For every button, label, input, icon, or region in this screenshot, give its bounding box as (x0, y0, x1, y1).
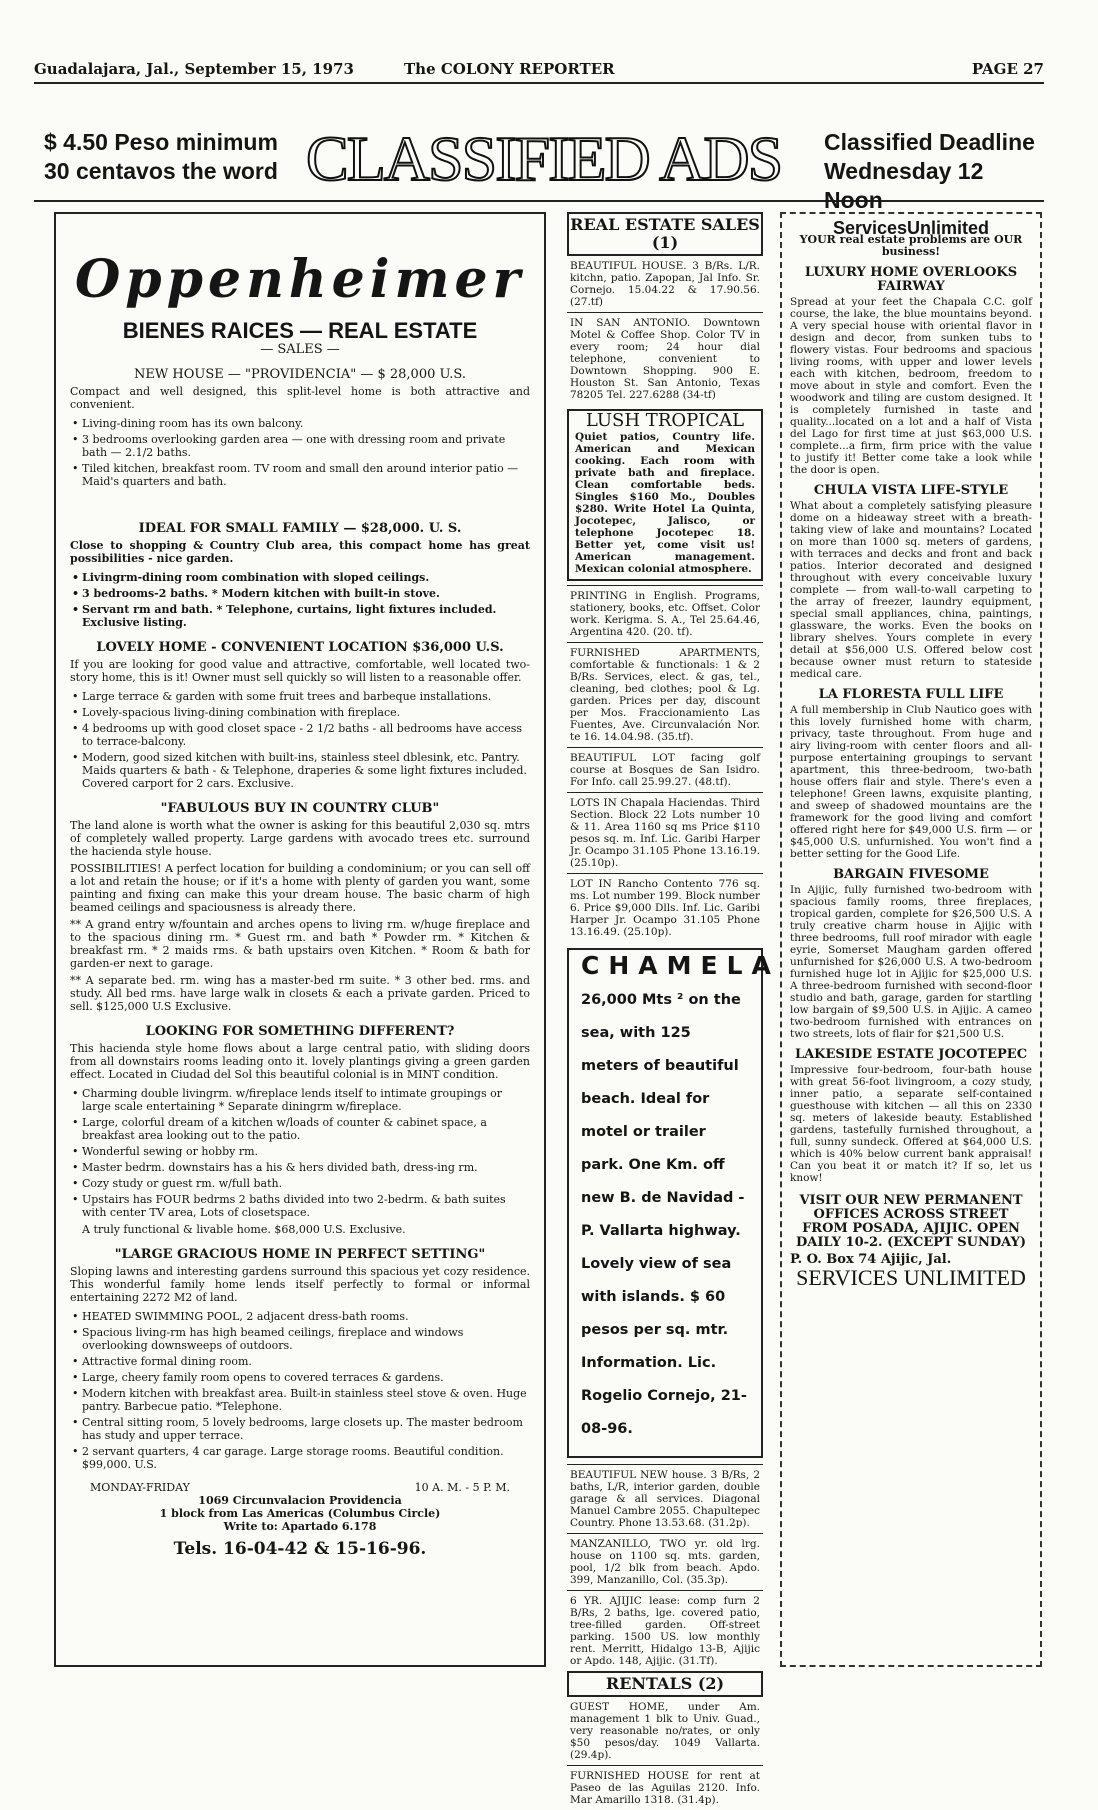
feature-item: • 3 bedrooms-2 baths. * Modern kitchen with built-in stove. (70, 587, 530, 600)
feature-item: • Master bedrm. downstairs has a his & hers divided bath, dress-ing rm. (70, 1161, 530, 1174)
office-info (70, 1481, 530, 1533)
feature-item: • 2 servant quarters, 4 car garage. Large storage rooms. Beautiful condition. $99,000. U.S. (70, 1445, 530, 1471)
rate-line-2: 30 centavos the word (44, 158, 278, 184)
listing-text: A truly functional & livable home. $68,000 U.S. Exclusive. (82, 1223, 406, 1236)
listing-heading: "LARGE GRACIOUS HOME IN PERFECT SETTING" (114, 1247, 486, 1262)
listing-heading: BARGAIN FIVESOME (833, 867, 989, 882)
feature-item: • Lovely-spacious living-dining combination with fireplace. (70, 706, 530, 719)
ad-title: CHAMELA (581, 951, 780, 980)
ad-subtitle: BIENES RAICES — REAL ESTATE (122, 318, 478, 343)
feature-item: • Attractive formal dining room. (70, 1355, 530, 1368)
feature-item: • 3 bedrooms overlooking garden area — one with dressing room and private bath — 2.1/2 baths. (70, 433, 530, 459)
section-title: CLASSIFIED ADS (306, 123, 782, 194)
deadline-line-2: Wednesday 12 Noon (824, 158, 984, 213)
section-header-real-estate (567, 212, 763, 256)
feature-item: • Wonderful sewing or hobby rm. (70, 1145, 530, 1158)
ad-body: Quiet patios, Country life. American and Mexican cooking. Each room with private bath and fireplace. Clean comfortable beds. Singles $160 Mo., Doubles $280. Write Hotel La Quinta, Jocotepec, Jalisco, or telephone Jocotepec 18. Better yet, come visit us! American management. Mexican colonial atmosphere. (575, 431, 755, 575)
feature-item: • Modern kitchen with breakfast area. Built-in stainless steel stove & oven. Huge pantry. Barbecue patio. *Telephone. (70, 1387, 530, 1413)
rate-line-1: $ 4.50 Peso minimum (44, 129, 278, 155)
chamela-ad (567, 948, 780, 1458)
listing-text: Compact and well designed, this split-level home is both attractive and convenient. (70, 385, 530, 411)
classified-ad: PRINTING in English. Programs, stationery, books, etc. Offset. Color work. Kerigma. S. A., Tel 25.64.46, Argentina 420. (20. tf). (567, 585, 763, 642)
listing-features (70, 571, 530, 629)
listing-heading: CHULA VISTA LIFE-STYLE (813, 483, 1009, 498)
listing-features (70, 1310, 530, 1471)
feature-item: • Living-dining room has its own balcony. (70, 417, 530, 430)
listing-heading: NEW HOUSE — "PROVIDENCIA" — $ 28,000 U.S. (134, 367, 466, 382)
listing-text: The land alone is worth what the owner is asking for this beautiful 2,030 sq. mtrs of completely walled property. Large gardens with avocado trees etc. surround the hacienda style house. (70, 819, 530, 858)
classified-ad: 6 YR. AJIJIC lease: comp furn 2 B/Rs, 2 baths, lge. covered patio, tree-filled garden. Off-street parking. 1500 US. low monthly rent. Merritt, Hidalgo 13-B, Ajijic or Apdo. 148, Ajijic. (31.Tf). (567, 1590, 763, 1671)
services-unlimited-ad (780, 212, 1042, 1667)
listing-text: Impressive four-bedroom, four-bath house with great 56-foot livingroom, a cozy study, inner patio, a separate self-contained guesthouse with kitchen — all this on 2330 sq. meters of lakeside beauty. Established gardens, tastefully furnished throughout, a full, sunny sundeck. Offered at $64,000 U.S. which is 40% below current bank appraisal! Can you beat it or match it? If so, let us know! (790, 1064, 1032, 1184)
classified-ad: LOTS IN Chapala Haciendas. Third Section. Block 22 Lots number 10 & 11. Area 1160 sq ms Price $110 pesos sq. m. Inf. Lic. Garibi Harper Jr. Ocampo 31.105 Phone 13.16.19. (25.10p). (567, 792, 763, 873)
listing-heading: LA FLORESTA FULL LIFE (818, 687, 1004, 702)
feature-item: • Large, cheery family room opens to covered terraces & gardens. (70, 1371, 530, 1384)
listing-text: ** A grand entry w/fountain and arches opens to living rm. w/huge fireplace and to the spacious dining rm. * Guest rm. and bath * Powder rm. * Kitchen & breakfast rm. * 2 maids rms. & bath upstairs oven Kitchen. * Room & bath for garden-er next to garage. (70, 918, 530, 970)
listing-features (70, 1087, 530, 1219)
classified-banner (34, 122, 1044, 213)
listing-heading: LAKESIDE ESTATE JOCOTEPEC (794, 1047, 1028, 1062)
classified-ad: MANZANILLO, TWO yr. old lrg. house on 1100 sq. mts. garden, pool, 1/2 blk from beach. Apdo. 399, Manzanillo, Col. (35.3p). (567, 1533, 763, 1590)
feature-item: • Large, colorful dream of a kitchen w/loads of counter & cabinet space, a breakfast area looking out to the patio. (70, 1116, 530, 1142)
deadline-info (824, 128, 1044, 215)
listing-text: ** A separate bed. rm. wing has a master-bed rm suite. * 3 other bed. rms. and study. All bed rms. have large walk in closets & each a private garden. Priced to sell. $125,000 U.S Exclusive. (70, 974, 530, 1013)
feature-item: • Livingrm-dining room combination with sloped ceilings. (70, 571, 530, 584)
feature-item: • Charming double livingrm. w/fireplace lends itself to intimate groupings or large scale entertaining * Separate diningrm w/fireplace. (70, 1087, 530, 1113)
po-box: P. O. Box 74 Ajijic, Jal. (790, 1252, 952, 1267)
masthead (34, 60, 1044, 84)
oppenheimer-logo: Oppenheimer (74, 249, 526, 310)
lush-tropical-ad (567, 409, 763, 581)
feature-item: • Upstairs has FOUR bedrms 2 baths divided into two 2-bedrm. & bath suites with center TV area, Lots of closetspace. (70, 1193, 530, 1219)
middle-column (567, 212, 780, 1810)
section-number: (1) (651, 233, 679, 252)
classified-ad: FURNISHED HOUSE for rent at Paseo de las Aguilas 2120. Info. Mar Amarillo 1318. (31.4p). (567, 1765, 763, 1810)
listing-text: Close to shopping & Country Club area, this compact home has great possibilities - nice garden. (70, 539, 530, 565)
section-title: REAL ESTATE SALES (570, 215, 760, 234)
classified-ad: GUEST HOME, under Am. management 1 blk to Univ. Guad., very reasonable no/rates, or only $50 pesos/day. 1049 Vallarta. (29.4p). (570, 1701, 760, 1761)
classified-ad: IN SAN ANTONIO. Downtown Motel & Coffee Shop. Color TV in every room; 24 hour dial telephone, convenient to Downtown Shopping. 900 E. Houston St. San Antonio, Texas 78205 Tel. 227.6288 (34-tf) (567, 312, 763, 405)
services-brand: ServicesUnlimited (832, 218, 990, 238)
listing-text: POSSIBILITIES! A perfect location for building a condominium; or you can sell off a lot and retain the house; or if it's a home with plenty of garden you want, some painting and fixing can make this your dream house. The basic charm of high beamed ceilings and spaciousness is already there. (70, 862, 530, 914)
listing-text: Spread at your feet the Chapala C.C. golf course, the lake, the blue mountains beyond. A very special house with oriental flavor in design and decor, from sunken tubs to flowery vistas. Four bedrooms and spacious living rooms, with upper and lower levels each with kitchen, bedroom, freedom to move about in style and comfort. Even the woodwork and tiling are custom designed. It is completely furnished in taste and quality...located on a lot and a half of Vista del Lago for first time at just $63,000 U.S. complete...a firm, firm price with the value to justify it! Better come take a look while the door is open. (790, 296, 1032, 476)
office-notice: VISIT OUR NEW PERMANENT OFFICES ACROSS STREET FROM POSADA, AJIJIC. OPEN DAILY 10-2. (EXCEPT SUNDAY) (795, 1193, 1027, 1250)
classified-ad: FURNISHED APARTMENTS, comfortable & functionals: 1 & 2 B/Rs. Services, elect. & gas, tel., cleaning, bed clothes; pool & Lg. garden. Prices per day, discount per Mos. Fraccionamiento Las Fuentes, Ave. Circunvalación Nor. te 16. 14.04.98. (35.tf). (567, 642, 763, 747)
listing-heading: LOVELY HOME - CONVENIENT LOCATION $36,000 U.S. (96, 640, 504, 655)
ad-title: LUSH TROPICAL (585, 410, 745, 431)
classified-ad: BEAUTIFUL LOT facing golf course at Bosques de San Isidro. For Info. call 25.99.27. (48.tf). (567, 747, 763, 792)
oppenheimer-ad (54, 212, 546, 1667)
paper-name: The COLONY REPORTER (404, 60, 615, 78)
feature-item: • Spacious living-rm has high beamed ceilings, fireplace and windows overlooking downsweeps of outdoors. (70, 1326, 530, 1352)
feature-item: • Tiled kitchen, breakfast room. TV room and small den around interior patio — Maid's quarters and bath. (70, 462, 530, 488)
listing-heading: "FABULOUS BUY IN COUNTRY CLUB" (160, 801, 440, 816)
feature-item: • Modern, good sized kitchen with built-ins, stainless steel dblesink, etc. Pantry. Maids quarters & bath - & Telephone, draperies & some light fixtures included. Covered carport for 2 cars. Exclusive. (70, 751, 530, 790)
listing-heading: LOOKING FOR SOMETHING DIFFERENT? (145, 1024, 455, 1039)
phone-numbers: Tels. 16-04-42 & 15-16-96. (173, 1539, 427, 1559)
classified-ad: LOT IN Rancho Contento 776 sq. ms. Lot number 199. Block number 6. Price $9,000 Dlls. Inf. Lic. Garibi Harper Jr. Ocampo 31.105 Phone 13.16.49. (25.10p). (567, 873, 763, 942)
listing-text: Sloping lawns and interesting gardens surround this spacious yet cozy residence. This wonderful family home lends itself perfectly to formal or informal entertaining 2272 M2 of land. (70, 1265, 530, 1304)
feature-item: • Large terrace & garden with some fruit trees and barbeque installations. (70, 690, 530, 703)
feature-item: • Servant rm and bath. * Telephone, curtains, light fixtures included. Exclusive listing. (70, 603, 530, 629)
services-tagline: YOUR real estate problems are OUR business! (799, 233, 1023, 258)
listing-text: This hacienda style home flows about a large central patio, with sliding doors from all downstairs rooms leading onto it. lovely plantings giving a green garden effect. Located in Ciudad del Sol this beautiful colonial is in MINT condition. (70, 1042, 530, 1081)
listing-text: A full membership in Club Nautico goes with this lovely furnished home with charm, privacy, taste throughout. From huge and airy living-room with center floors and all-purpose entertaining groupings to servant apartment, this three-bedroom, two-bath house offers flair and style. There's even a telephone! Green lawns, exquisite planting, and sweep of shadowed mountains are the framework for the good living and comfort offered right here for $49,000 U.S. firm — or $45,000 U.S. unfurnished. You won't find a better setting for the Good Life. (790, 704, 1032, 860)
feature-item: • HEATED SWIMMING POOL, 2 adjacent dress-bath rooms. (70, 1310, 530, 1323)
deadline-line-1: Classified Deadline (824, 129, 1035, 155)
office-address: 1069 Circunvalacion Providencia (198, 1494, 402, 1507)
office-hours: 10 A. M. - 5 P. M. (414, 1481, 510, 1494)
sales-label: — SALES — (260, 342, 340, 357)
rate-info (44, 128, 278, 186)
page-number: PAGE 27 (971, 60, 1044, 78)
office-landmark: 1 block from Las Americas (Columbus Circle) (159, 1507, 441, 1520)
listing-text: If you are looking for good value and attractive, comfortable, well located two-story home, this is it! Owner must sell quickly so will listen to a reasonable offer. (70, 658, 530, 684)
services-signature: SERVICES UNLIMITED (796, 1265, 1026, 1290)
classified-ad: BEAUTIFUL HOUSE. 3 B/Rs. L/R. kitchn, patio. Zapopan, Jal Info. Sr. Cornejo. 15.04.22 & 17.90.56. (27.tf) (570, 260, 760, 308)
listing-text: What about a completely satisfying pleasure dome on a hideaway street with a breath-taking view of lake and mountains? Located on more than 1000 sq. meters of gardens, with terraces and decks and front and back patios. Interior decorated and designed throughout with every conceivable luxury complete — from wall-to-wall carpeting to the array of freezer, laundry equipment, special small appliances, china, paintings, glassware, the works. Even the books on library shelves. Yours complete in every detail at $56,000 U.S. Offered below cost because owner must return to stateside medical care. (790, 500, 1032, 680)
feature-item: • Cozy study or guest rm. w/full bath. (70, 1177, 530, 1190)
ad-body: 26,000 Mts ² on the sea, with 125 meters of beautiful beach. Ideal for motel or trailer park. One Km. off new B. de Navidad - P. Vallarta highway. Lovely view of sea with islands. $ 60 pesos per sq. mtr. Information. Lic. Rogelio Cornejo, 21-08-96. (581, 992, 747, 1437)
listing-features (70, 417, 530, 488)
section-header-rentals: RENTALS (2) (567, 1671, 763, 1697)
dateline: Guadalajara, Jal., September 15, 1973 (34, 60, 354, 78)
classified-ad: BEAUTIFUL NEW house. 3 B/Rs, 2 baths, L/R, interior garden, double garage & all services. Diagonal Manuel Cambre 2055. Chapultepec Country. Phone 13.53.68. (31.2p). (567, 1464, 763, 1533)
feature-item: • Central sitting room, 5 lovely bedrooms, large closets up. The master bedroom has study and upper terrace. (70, 1416, 530, 1442)
office-days: MONDAY-FRIDAY (90, 1481, 190, 1494)
listing-text: In Ajijic, fully furnished two-bedroom with spacious family rooms, three fireplaces, tropical garden, complete for $26,500 U.S. A truly creative charm house in Ajijic with three bedrooms, full roof mirador with eagle eyrie, Somerset Maugham garden offered unfurnished for $26,000 U.S. A two-bedroom furnished huge lot in Ajijic for $25,000 U.S. A three-bedroom furnished with second-floor studio and bath, garage, garden for startling low bargain of $9,500 U.S. in Ajijic. A cameo two-bedroom furnished with entrances on two streets, lots of flair for $21,500 U.S. (790, 884, 1032, 1040)
listing-heading: IDEAL FOR SMALL FAMILY — $28,000. U. S. (138, 521, 462, 536)
office-mail: Write to: Apartado 6.178 (223, 1520, 377, 1533)
listing-heading: LUXURY HOME OVERLOOKS FAIRWAY (804, 265, 1018, 294)
feature-item: • 4 bedrooms up with good closet space - 2 1/2 baths - all bedrooms have access to terrace-balcony. (70, 722, 530, 748)
listing-features (70, 690, 530, 790)
